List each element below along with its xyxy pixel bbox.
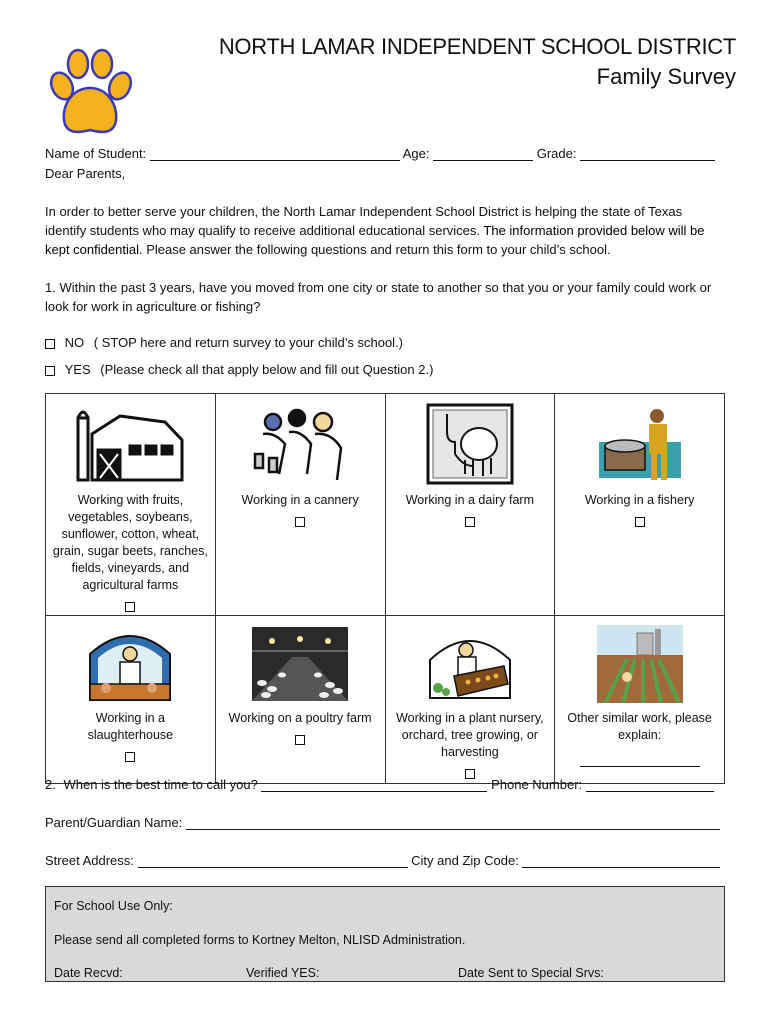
phone-field[interactable] (586, 777, 714, 792)
question-2-number: 2. (45, 777, 56, 792)
call-time-field[interactable] (261, 777, 487, 792)
work-cell-poultry (215, 616, 385, 784)
work-label-dairy: Working in a dairy farm (405, 493, 535, 507)
phone-label: Phone Number: (491, 777, 583, 792)
butcher-icon (46, 622, 215, 706)
date-received-label: Date Recvd: (54, 966, 123, 980)
work-label-farm: Working with fruits, vegetables, soybeans, sunflower, cotton, wheat, grain, sugar beets, ranches, fields, vineyards, and agricultural farms (52, 493, 208, 592)
intro-paragraph (45, 202, 725, 259)
other-explain-field[interactable] (580, 754, 700, 767)
no-checkbox[interactable] (45, 339, 55, 349)
school-use-heading: For School Use Only: (54, 899, 173, 913)
nursery-worker-icon (386, 622, 555, 706)
work-type-grid (45, 393, 725, 784)
intro-text-3: Please answer the following questions and return this form to your child’s school. (142, 242, 611, 257)
work-cell-cannery (215, 394, 385, 616)
fisherman-icon (555, 400, 724, 488)
option-no (45, 335, 403, 350)
no-label: NO (64, 335, 85, 350)
no-note: ( STOP here and return survey to your child’s school.) (93, 335, 404, 350)
intro-text-1: In order to better serve your children, the North Lamar Independent School District is helping the state of Texas identify students who may qualify to receive additional educational services. (45, 204, 683, 238)
street-field[interactable] (138, 853, 408, 868)
question-2-row (45, 777, 735, 792)
student-name-field[interactable] (150, 146, 400, 161)
poultry-house-icon (216, 622, 385, 706)
work-cell-fishery (555, 394, 725, 616)
age-field[interactable] (433, 146, 533, 161)
yes-checkbox[interactable] (45, 366, 55, 376)
page-title: NORTH LAMAR INDEPENDENT SCHOOL DISTRICT (218, 34, 736, 59)
work-label-slaughterhouse: Working in a slaughterhouse (87, 711, 174, 742)
school-use-box (45, 886, 725, 982)
grade-field[interactable] (580, 146, 715, 161)
school-use-instructions: Please send all completed forms to Kortney Melton, NLISD Administration. (54, 933, 466, 947)
address-row (45, 853, 735, 868)
intro-confidential: The information provided below will be kept confidential. (45, 223, 705, 257)
guardian-field[interactable] (186, 815, 720, 830)
work-label-nursery: Working in a plant nursery, orchard, tree growing, or harvesting (396, 711, 544, 759)
farm-checkbox[interactable] (125, 602, 135, 612)
work-label-cannery: Working in a cannery (241, 493, 359, 507)
city-zip-field[interactable] (522, 853, 720, 868)
work-cell-farm (46, 394, 216, 616)
farm-field-icon (555, 622, 724, 706)
question-1: 1. Within the past 3 years, have you moved from one city or state to another so that you or your family could work or look for work in agriculture or fishing? (45, 280, 712, 314)
work-cell-dairy (385, 394, 555, 616)
page-subtitle: Family Survey (596, 64, 736, 89)
fishery-checkbox[interactable] (635, 517, 645, 527)
work-cell-nursery (385, 616, 555, 784)
student-name-label: Name of Student: (45, 146, 147, 161)
yes-note: (Please check all that apply below and fill out Question 2.) (100, 362, 434, 377)
work-label-fishery: Working in a fishery (584, 493, 695, 507)
city-zip-label: City and Zip Code: (411, 853, 519, 868)
yes-label: YES (64, 362, 91, 377)
work-label-other: Other similar work, please explain: (567, 711, 712, 742)
street-label: Street Address: (45, 853, 134, 868)
call-time-label: When is the best time to call you? (63, 777, 258, 792)
barn-icon (46, 400, 215, 488)
cannery-workers-icon (216, 400, 385, 488)
verified-label: Verified YES: (246, 966, 320, 980)
milking-machine-icon (386, 400, 555, 488)
grade-label: Grade: (536, 146, 577, 161)
option-yes (45, 362, 433, 377)
date-sent-label: Date Sent to Special Srvs: (458, 966, 604, 980)
age-label: Age: (402, 146, 430, 161)
slaughterhouse-checkbox[interactable] (125, 752, 135, 762)
guardian-label: Parent/Guardian Name: (45, 815, 183, 830)
student-info-row (45, 146, 735, 161)
work-label-poultry: Working on a poultry farm (228, 711, 372, 725)
guardian-row (45, 815, 735, 830)
work-cell-slaughterhouse (46, 616, 216, 784)
poultry-checkbox[interactable] (295, 735, 305, 745)
work-cell-other (555, 616, 725, 784)
dairy-checkbox[interactable] (465, 517, 475, 527)
paw-logo-icon (40, 44, 136, 140)
greeting: Dear Parents, (45, 166, 126, 181)
cannery-checkbox[interactable] (295, 517, 305, 527)
